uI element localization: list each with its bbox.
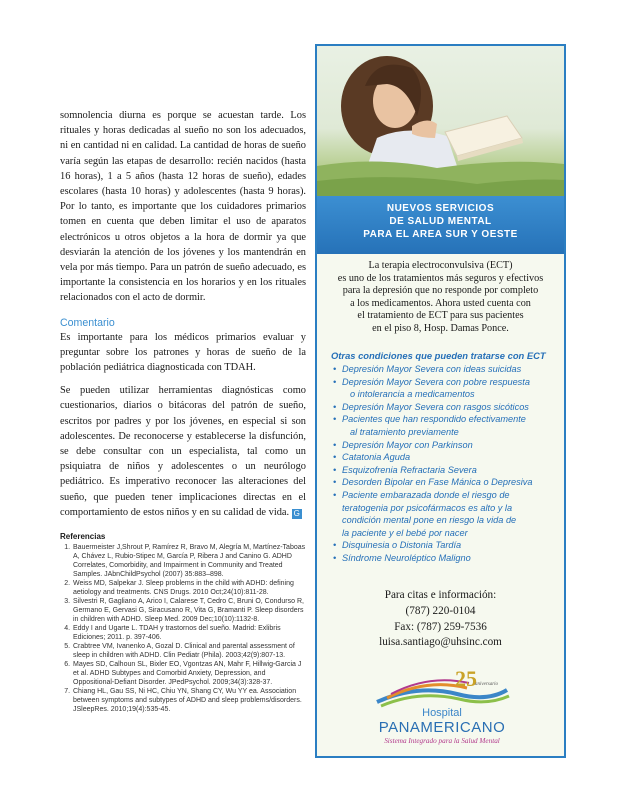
logo-anniversary-number: 25 [455,666,477,691]
condition-text: Pacientes que han respondido efectivamente [342,414,526,425]
reference-item: 1. Bauermeister J,Shrout P, Ramírez R, Bravo M, Alegría M, Martínez-Taboas A, Chávez L, Rubio-Stipec M, García P, Ribera J and Canino G. ADHD Correlates, Comorbidity, and Impairment in Community and Treated Samples. JAbnChildPsychol (2007) 35:883–898. [72,543,306,579]
condition-text: Paciente embarazada donde el riesgo de [342,489,510,500]
reference-item: 2. Weiss MD, Salpekar J. Sleep problems in the child with ADHD: defining aetiology and treatments. CNS Drugs. 2010 Oct;24(10):811-28. [72,579,306,597]
services-banner [317,196,564,254]
article-paragraph-1: somnolencia diurna es porque se acuestan tarde. Los rituales y horas dedicadas al sueño no son los adecuados, ni en cantidad ni en calidad. La cantidad de horas de sueño varía según las etapas de desarrollo: recién nacidos (hasta 16 horas), 1 a 5 años (hasta 12 horas de sueño), edades escolares (hasta 10 horas) y adolescentes (hasta 9 horas). Por lo tanto, es importante que los cuidadores primarios tomen en cuenta que deben limitar el uso de aparatos electrónicos u otros objetos a la hora de dormir ya que desviarán la atención de los jóvenes y los mantendrán en vela por más tiempo. Para un patrón de sueño adecuado, es importante la consistencia en los horarios y en los rituales relacionados con el acto de dormir. [60,110,306,304]
condition-item: • Depresión Mayor Severa con ideas suicidas [331,363,559,376]
condition-text: Depresión Mayor Severa con pobre respuesta [342,376,530,387]
contact-title: Para citas e información: [384,589,497,601]
condition-continuation: la paciente y el bebé por nacer [342,527,468,538]
condition-continuation: teratogenia por psicofármacos es alto y la [342,502,513,513]
article-paragraph-3 [60,383,306,520]
condition-continuation: o intolerancia a medicamentos [350,389,475,400]
condition-item: • Desorden Bipolar en Fase Mánica o Depresiva [331,476,559,489]
reference-item: 6. Mayes SD, Calhoun SL, Bixler EO, Vgontzas AN, Mahr F, Hillwig-Garcia J et al. ADHD Subtypes and Comorbid Anxiety, Depression, and Oppositional-Defiant Disorder. JPedPsychol. 2009;34(3):328-37. [72,660,306,687]
banner-line: NUEVOS SERVICIOS [386,203,495,214]
woman-reading-photo [317,46,564,196]
reference-item: 4. Eddy I and Ugarte L. TDAH y trastornos del sueño. Madrid: Exlibris Ediciones; 2011. p. 397-406. [72,624,306,642]
ect-line: es uno de los tratamientos más seguros y efectivos [337,272,544,284]
condition-item [331,413,559,438]
reference-item: 5. Crabtree VM, Ivanenko A, Gozal D. Clinical and parental assessment of sleep in children with ADHD. Clin Pediatr (Phila). 2003;42(9):807-13. [72,642,306,660]
logo-name: PANAMERICANO [378,719,506,736]
ect-line: en el piso 8, Hosp. Damas Ponce. [372,322,509,334]
logo-anniversary-label: aniversario [475,682,499,687]
ect-line: La terapia electroconvulsiva (ECT) [368,260,513,271]
ect-line: a los medicamentos. Ahora usted cuenta con [350,297,531,309]
banner-line: PARA EL AREA SUR Y OESTE [363,229,518,240]
comentario-heading: Comentario [60,316,115,329]
hospital-logo [357,668,527,748]
article-paragraph-3-text: Se pueden utilizar herramientas diagnósticas como cuestionarios, diarios o bitácoras del patrón de sueño, escritos por padres y por los jóvenes, en especial si son adolescentes. De reconocerse y establecerse la disfunción, se debe consultar con un especialista, tal como un psiquiatra de niños y adolescentes o un neurólogo pediátrico. Es imperativo reconocer las alteraciones del sueño, que pueden tener implicaciones directas en el comportamiento de estos niños y en su calidad de vida. [60,385,306,518]
banner-line: DE SALUD MENTAL [389,216,492,227]
condition-item: • Síndrome Neuroléptico Maligno [331,552,559,565]
condition-continuation: condición mental pone en riesgo la vida de [342,515,517,526]
condition-item: • Disquinesia o Distonia Tardía [331,539,559,552]
condition-item [331,489,559,539]
condition-item: • Depresión Mayor Severa con rasgos sicóticos [331,401,559,414]
phone-number[interactable]: (787) 220-0104 [405,604,476,617]
contact-info [317,588,564,651]
conditions-title: Otras condiciones que pueden tratarse con ECT [331,350,546,361]
logo-hospital: Hospital [422,707,462,719]
article-column [60,108,306,520]
references [60,532,306,714]
reference-item: 3. Silvestri R, Gagliano A, Arico I, Calarese T, Cedro C, Bruni O, Condurso R, Germano E, Gervasi G, Siracusano R, Vita G, Bramanti P. Sleep disorders in children with ADHD. Sleep Med. 2009 Dec;10(10):1132-8. [72,597,306,624]
condition-item: • Esquizofrenia Refractaria Severa [331,464,559,477]
condition-item [331,376,559,401]
logo-tagline: Sistema Integrado para la Salud Mental [384,737,500,745]
ect-line: para la depresión que no responde por completo [342,285,539,297]
hospital-advertisement [315,44,566,758]
ect-description [327,260,554,336]
references-list [60,543,306,714]
end-mark-icon: G [293,508,300,518]
contact-email[interactable]: luisa.santiago@uhsinc.com [379,636,502,649]
article-paragraph-2: Es importante para los médicos primarios evaluar y preguntar sobre los patrones y horas de sueño de la población pediátrica diagnosticada con TDAH. [60,331,306,374]
condition-item: • Depresión Mayor con Parkinson [331,439,559,452]
reference-item: 7. Chiang HL, Gau SS, Ni HC, Chiu YN, Shang CY, Wu YY ea. Association between symptoms and subtypes of ADHD and sleep problems/disorders. JSleepRes. 2010;19(4):535-45. [72,687,306,714]
condition-continuation: al tratamiento previamente [350,426,459,437]
woman-reading-illustration [317,46,564,196]
fax-number: Fax: (787) 259-7536 [394,620,487,633]
logo-wave-icon [357,668,527,712]
conditions-list [331,350,559,565]
ect-line: el tratamiento de ECT para sus pacientes [357,310,524,322]
references-title: Referencias [60,532,106,541]
condition-item: • Catatonia Aguda [331,451,559,464]
